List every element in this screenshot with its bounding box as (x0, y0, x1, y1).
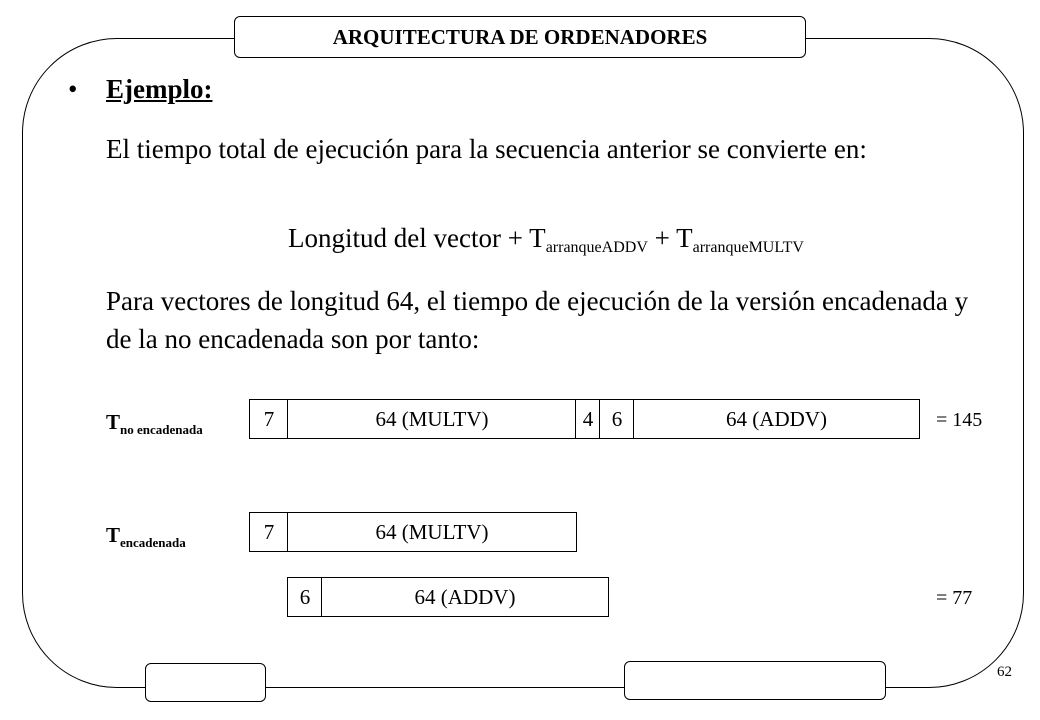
segment-startup-multv-chained: 7 (249, 512, 289, 552)
formula-sub-addv: arranqueADDV (545, 239, 648, 256)
footer-tab-right (624, 661, 886, 700)
segment-multv-chained: 64 (MULTV) (287, 512, 577, 552)
paragraph-2: Para vectores de longitud 64, el tiempo de ejecución de la versión encadenada y de la no encadenada son por tanto: (106, 286, 969, 354)
segment-addv-chained: 64 (ADDV) (321, 577, 609, 617)
formula-middle: + T (647, 223, 693, 253)
formula (106, 223, 986, 257)
label-encadenada (106, 523, 186, 551)
result-encadenada: = 77 (936, 587, 973, 609)
slide-title (234, 16, 806, 58)
bullet-icon: • (68, 74, 78, 104)
label-no-encadenada-sub: no encadenada (120, 422, 203, 437)
example-heading: Ejemplo: (106, 74, 213, 104)
footer-tab-left (145, 663, 266, 702)
segment-startup-addv: 6 (599, 399, 635, 439)
label-encadenada-main: T (106, 523, 121, 547)
page-number: 62 (997, 664, 1012, 680)
slide-title-text: ARQUITECTURA DE ORDENADORES (332, 24, 708, 49)
paragraph-1: El tiempo total de ejecución para la secuencia anterior se convierte en: (106, 134, 867, 164)
segment-startup-multv: 7 (249, 399, 289, 439)
segment-multv: 64 (MULTV) (287, 399, 577, 439)
label-no-encadenada-main: T (106, 410, 121, 434)
result-no-encadenada: = 145 (936, 409, 983, 431)
segment-startup-addv-chained: 6 (287, 577, 323, 617)
segment-addv: 64 (ADDV) (633, 399, 920, 439)
segment-gap: 4 (575, 399, 601, 439)
bullet-heading-row (68, 74, 212, 105)
formula-sub-multv: arranqueMULTV (692, 239, 804, 256)
label-encadenada-sub: encadenada (120, 535, 186, 550)
formula-prefix: Longitud del vector + T (288, 223, 546, 253)
label-no-encadenada (106, 410, 203, 438)
